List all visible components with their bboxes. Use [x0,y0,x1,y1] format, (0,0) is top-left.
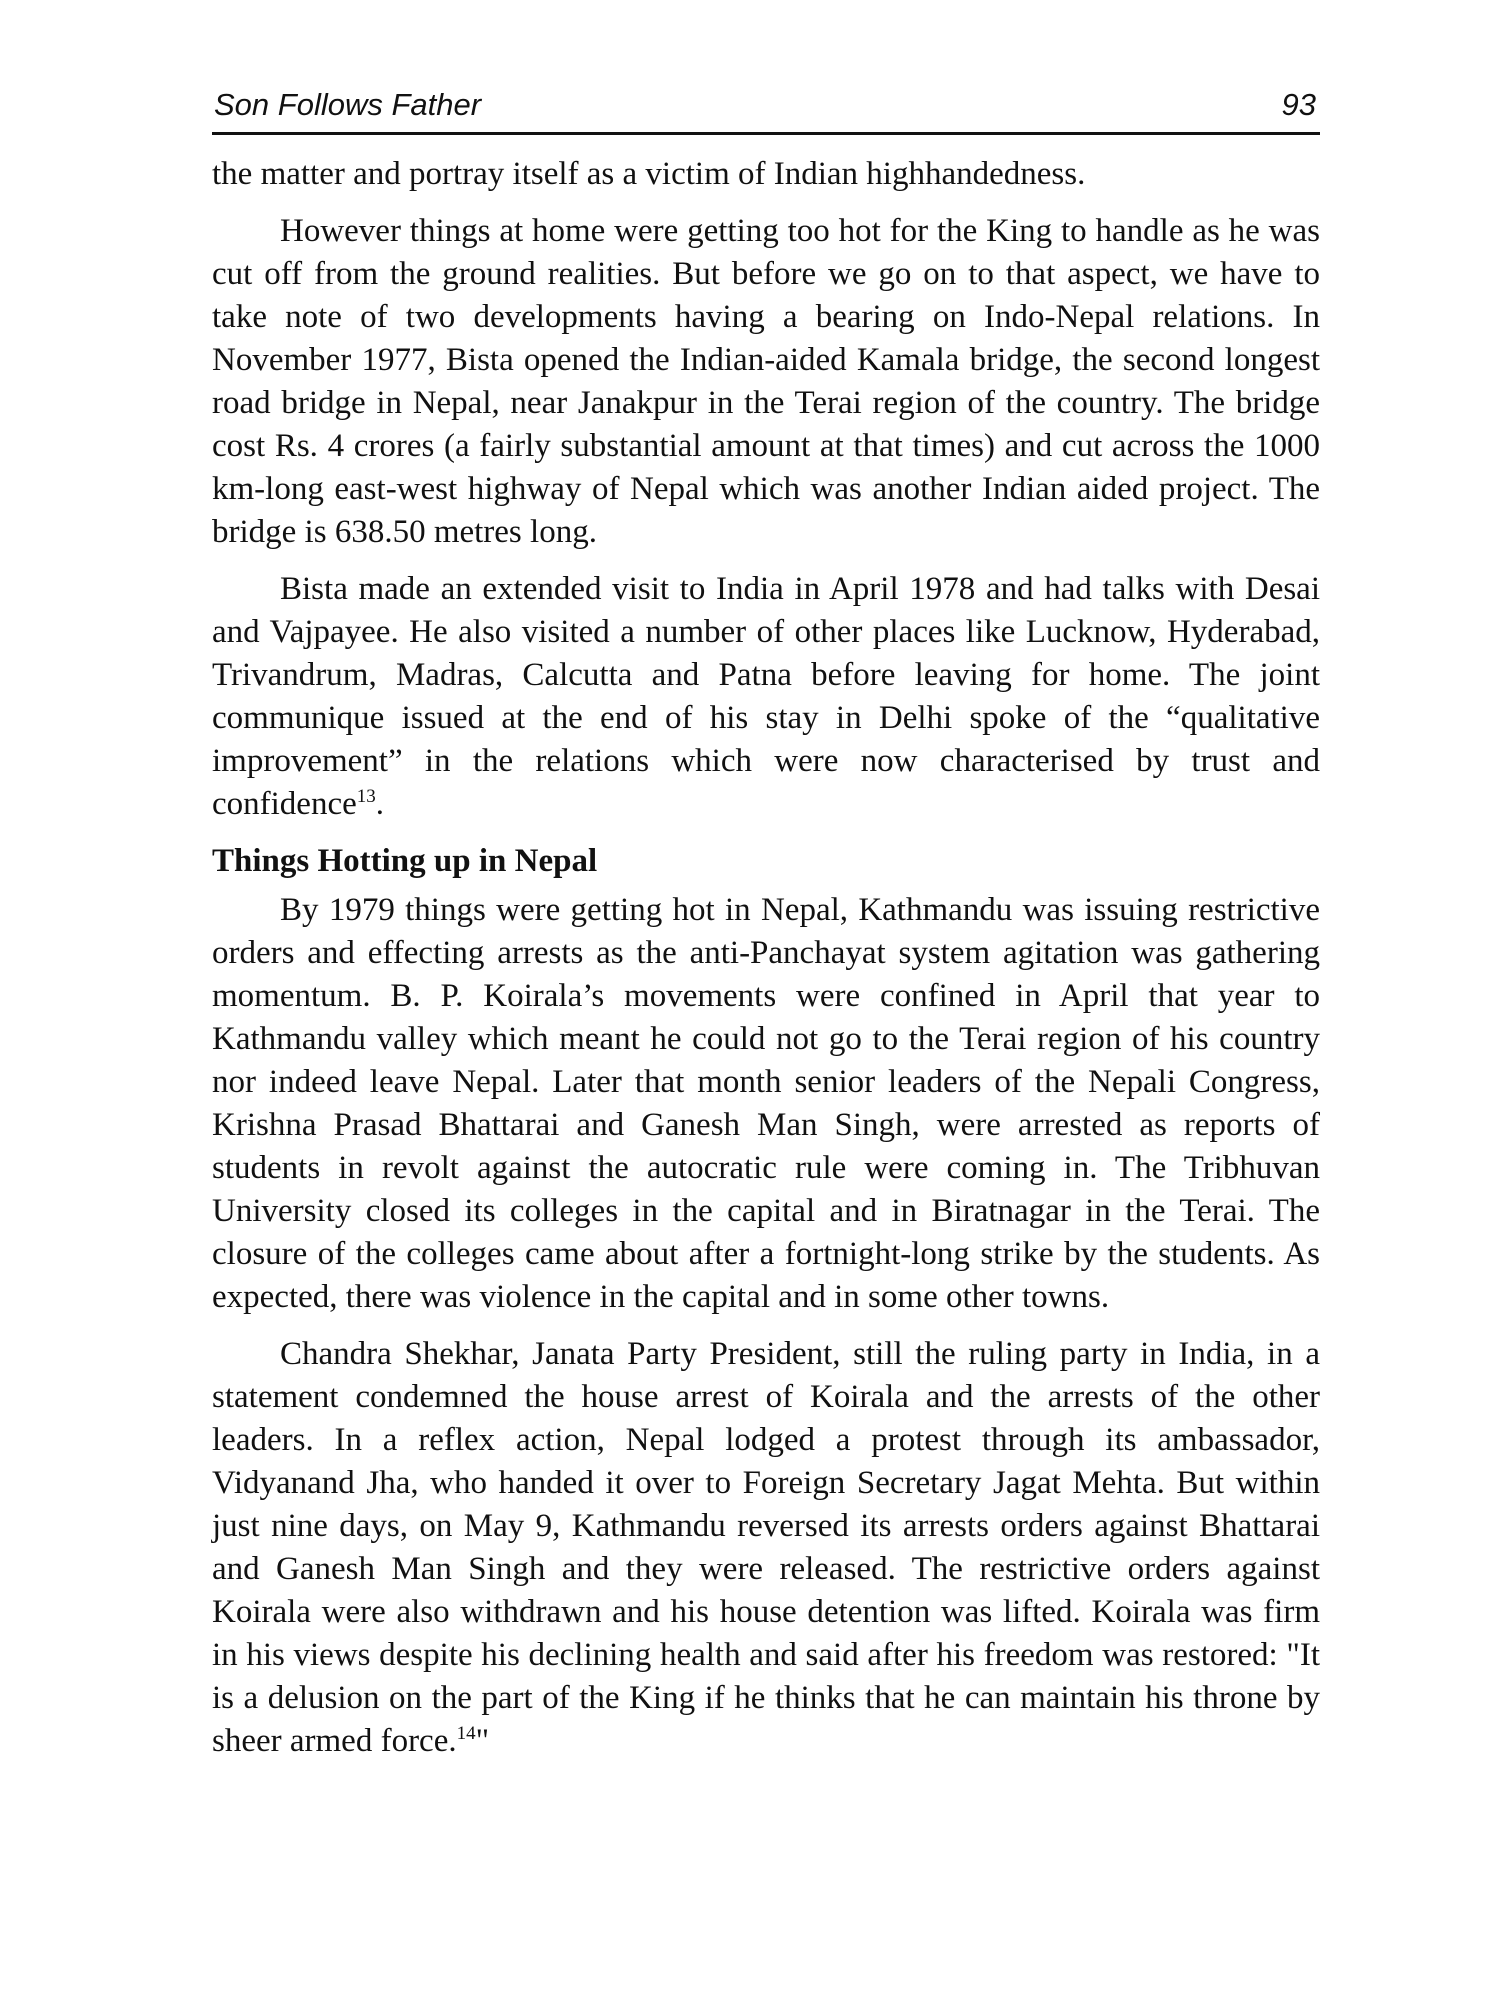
paragraph-chandra-shekhar-end: " [475,1723,490,1759]
footnote-ref-14: 14 [456,1723,476,1744]
paragraph-chandra-shekhar [212,1333,1320,1763]
footnote-ref-13: 13 [356,786,376,807]
paragraph-chandra-shekhar-text: Chandra Shekhar, Janata Party President, still the ruling party in India, in a statement condemned the house arrest of Koirala and the arrests of the other leaders. In a reflex action, Nepal lodged a protest through its ambassador, Vidyanand Jha, who handed it over to Foreign Secretary Jagat Mehta. But within just nine days, on May 9, Kathmandu reversed its arrests orders against Bhattarai and Ganesh Man Singh and they were released. The restrictive orders against Koirala were also withdrawn and his house detention was lifted. Koirala was firm in his views despite his declining health and said after his freedom was restored: "It is a delusion on the part of the King if he thinks that he can maintain his throne by sheer armed force. [212,1336,1320,1759]
book-page [212,86,1320,1777]
running-header [212,86,1320,132]
paragraph-bista-visit [212,568,1320,826]
body-text [212,153,1320,1763]
page-number: 93 [1281,87,1316,122]
paragraph-continued: the matter and portray itself as a victim of Indian highhandedness. [212,156,1086,192]
section-heading: Things Hotting up in Nepal [212,843,598,879]
header-rule [212,132,1320,135]
paragraph-1979-agitation: By 1979 things were getting hot in Nepal, Kathmandu was issuing restrictive orders and effecting arrests as the anti-Panchayat system agitation was gathering momentum. B. P. Koirala’s movements were confined in April that year to Kathmandu valley which meant he could not go to the Terai region of his country nor indeed leave Nepal. Later that month senior leaders of the Nepali Congress, Krishna Prasad Bhattarai and Ganesh Man Singh, were arrested as reports of students in revolt against the autocratic rule were coming in. The Tribhuvan University closed its colleges in the capital and in Biratnagar in the Terai. The closure of the colleges came about after a fortnight-long strike by the students. As expected, there was violence in the capital and in some other towns. [212,892,1320,1315]
paragraph-kamala-bridge: However things at home were getting too hot for the King to handle as he was cut off from the ground realities. But before we go on to that aspect, we have to take note of two developments having a bearing on Indo-Nepal relations. In November 1977, Bista opened the Indian-aided Kamala bridge, the second longest road bridge in Nepal, near Janakpur in the Terai region of the country. The bridge cost Rs. 4 crores (a fairly substantial amount at that times) and cut across the 1000 km-long east-west highway of Nepal which was another Indian aided project. The bridge is 638.50 metres long. [212,213,1320,550]
running-title: Son Follows Father [214,87,482,122]
paragraph-bista-visit-text: Bista made an extended visit to India in April 1978 and had talks with Desai and Vajpayee. He also visited a number of other places like Lucknow, Hyderabad, Trivandrum, Madras, Calcutta and Patna before leaving for home. The joint communique issued at the end of his stay in Delhi spoke of the “qualitative improvement” in the relations which were now characterised by trust and confidence [212,571,1320,822]
paragraph-bista-visit-end: . [375,786,384,822]
